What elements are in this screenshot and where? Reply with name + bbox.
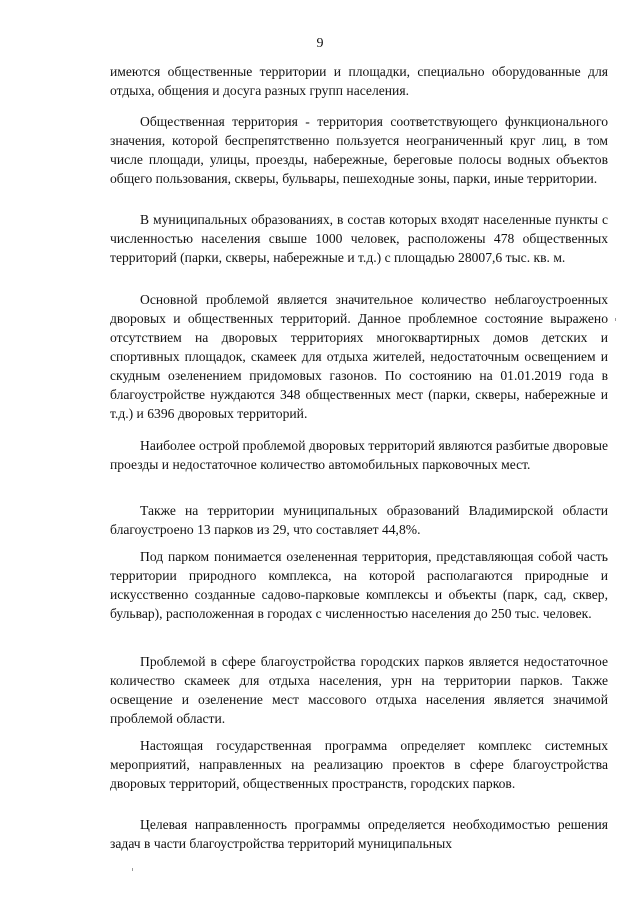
paragraph-5: Наиболее острой проблемой дворовых территорий являются разбитые дворовые проезды и недостаточное количество автомобильных парковочных мест. [110, 438, 608, 472]
paragraph-2: Общественная территория - территория соответствующего функционального значения, которой беспрепятственно пользуется неограниченный круг лиц, в том числе площади, улицы, проезды, набережные, береговые полосы водных объектов общего пользования, скверы, бульвары, пешеходные зоны, парки, иные территории. [110, 114, 608, 186]
paragraph-4: Основной проблемой является значительное количество неблагоустроенных дворовых и общественных территорий. Данное проблемное состояние выражено отсутствием на дворовых территориях многоквартирных домов детских и спортивных площадок, скамеек для отдыха жителей, недостаточным освещением и скудным озеленением придомовых газонов. По состоянию на 01.01.2019 года в благоустройстве нуждаются 348 общественных мест (парки, скверы, набережные и т.д.) и 6396 дворовых территорий. [110, 292, 608, 421]
paragraph-8: Проблемой в сфере благоустройства городских парков является недостаточное количество скамеек для отдыха населения, урн на территории парков. Также освещение и озеленение мест массового отдыха населения является значимой проблемой области. [110, 654, 608, 726]
paragraph-6: Также на территории муниципальных образований Владимирской области благоустроено 13 парков из 29, что составляет 44,8%. [110, 503, 608, 537]
page-number: 9 [316, 36, 324, 51]
paragraph-10: Целевая направленность программы определяется необходимостью решения задач в части благоустройства территорий муниципальных [110, 817, 608, 851]
scan-speck [615, 318, 616, 321]
paragraph-7: Под парком понимается озелененная территория, представляющая собой часть территории природного комплекса, на которой располагаются природные и искусственно созданные садово-парковые комплексы и объекты (парк, сад, сквер, бульвар), расположенная в городах с численностью населения до 250 тыс. человек. [110, 549, 608, 621]
paragraph-1: имеются общественные территории и площадки, специально оборудованные для отдыха, общения и досуга разных групп населения. [110, 64, 608, 98]
paragraph-9: Настоящая государственная программа определяет комплекс системных мероприятий, направленных на реализацию проектов в сфере благоустройства дворовых территорий, общественных пространств, городских парков. [110, 738, 608, 791]
scan-speck [132, 868, 133, 871]
paragraph-3: В муниципальных образованиях, в состав которых входят населенные пункты с численностью населения свыше 1000 человек, расположены 478 общественных территорий (парки, скверы, набережные и т.д.) с площадью 28007,6 тыс. кв. м. [110, 212, 608, 265]
